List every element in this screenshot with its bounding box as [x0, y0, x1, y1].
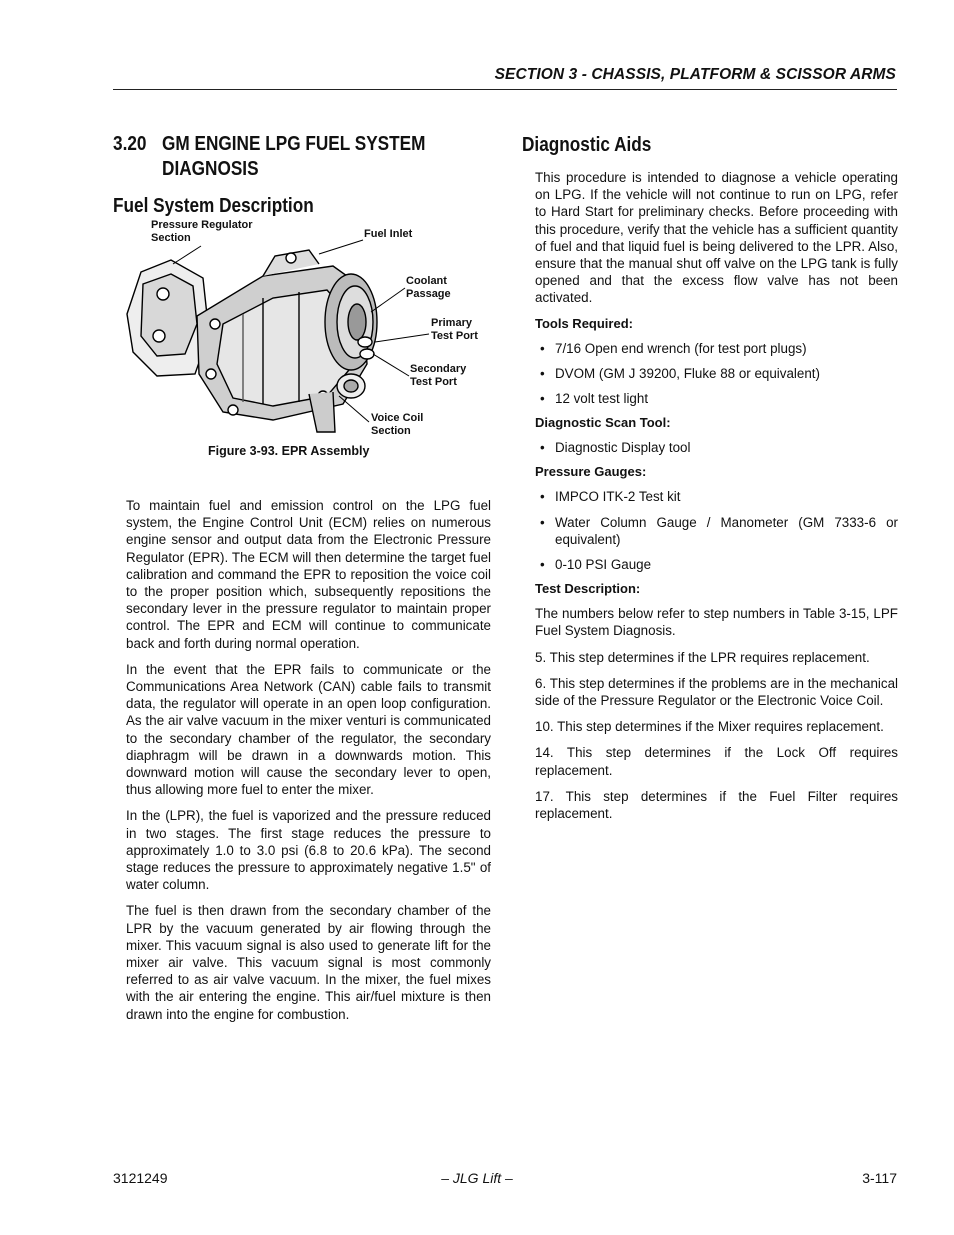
- gauges-list: [535, 488, 898, 573]
- epr-assembly-figure: [113, 219, 491, 469]
- callout-fuel-inlet: Fuel Inlet: [364, 228, 413, 240]
- callout-primary-test-port: Primary Test Port: [431, 317, 478, 342]
- paragraph: 5. This step determines if the LPR requires replacement.: [535, 649, 870, 665]
- scan-tool-list: [535, 439, 898, 456]
- running-header: SECTION 3 - CHASSIS, PLATFORM & SCISSOR ARMS: [494, 66, 896, 83]
- callout-secondary-test-port: Secondary Test Port: [410, 363, 467, 388]
- list-item: • 0-10 PSI Gauge: [540, 557, 652, 573]
- paragraph: 14. This step determines if the Lock Off requires replacement.: [535, 745, 898, 778]
- list-item: • DVOM (GM J 39200, Fluke 88 or equivalent): [540, 365, 820, 381]
- list-item: • 12 volt test light: [540, 391, 649, 407]
- doc-number: 3121249: [113, 1170, 168, 1186]
- right-column: [522, 132, 898, 831]
- paragraph: In the (LPR), the fuel is vaporized and the pressure reduced in two stages. The first stage reduces the pressure to approximately 1.0 to 3.0 psi (6.8 to 20.6 kPa). The second stage reduces the pressure to approximately negative 1.5" of water column.: [126, 808, 491, 893]
- left-column: [113, 132, 491, 1032]
- subsection-title: Fuel System Description: [113, 195, 314, 217]
- callout-voice-coil: Voice Coil Section: [371, 412, 424, 437]
- paragraph: 6. This step determines if the problems are in the mechanical side of the Pressure Regulator or the Electronic Voice Coil.: [535, 675, 898, 709]
- paragraph: The fuel is then drawn from the secondary chamber of the LPR by the vacuum generated by air flowing through the mixer. This vacuum signal is also used to generate lift for the mixer air valve. This vacuum signal is most commonly referred to as air valve vacuum. In the mixer, the fuel mixes with the air entering the engine. This air/fuel mixture is then drawn into the engine for combustion.: [126, 903, 491, 1022]
- scan-tool-heading: Diagnostic Scan Tool:: [535, 415, 671, 431]
- section-title-line2: DIAGNOSIS: [162, 158, 259, 180]
- paragraph: The numbers below refer to step numbers in Table 3-15, LPF Fuel System Diagnosis.: [535, 606, 898, 639]
- callout-coolant-passage: Coolant Passage: [406, 275, 451, 300]
- footer-center: – JLG Lift –: [441, 1170, 513, 1186]
- list-item: • 7/16 Open end wrench (for test port plugs): [540, 340, 807, 356]
- paragraph: In the event that the EPR fails to communicate or the Communications Area Network (CAN) cable fails to transmit data, the regulator will operate in an open loop configuration. As the air valve vacuum in the mixer venturi is communicated to the secondary chamber of the regulator, the secondary diaphragm will be drawn in a downwards motion. This downward motion will cause the secondary lever to open, thus allowing more fuel to enter the mixer.: [126, 661, 491, 798]
- tools-list: [535, 340, 898, 408]
- test-description-heading: Test Description:: [535, 581, 641, 597]
- list-item: • Water Column Gauge / Manometer (GM 7333-6 or equivalent): [540, 514, 898, 547]
- intro-paragraph: This procedure is intended to diagnose a vehicle operating on LPG. If the vehicle will not continue to run on LPG, refer to Hard Start for preliminary checks. Before proceeding with this procedure, verify that the vehicle has a sufficient quantity of fuel and that liquid fuel is being delivered to the LPR. Also, ensure that the manual shut off valve on the LPG tank is fully opened and that the excess flow valve has not been activated.: [535, 170, 898, 306]
- list-item: • Diagnostic Display tool: [540, 440, 691, 456]
- paragraph: 10. This step determines if the Mixer requires replacement.: [535, 719, 884, 735]
- figure-caption: Figure 3-93. EPR Assembly: [208, 444, 370, 458]
- section-title-line1: GM ENGINE LPG FUEL SYSTEM: [162, 133, 426, 155]
- epr-assembly-illustration: [113, 224, 491, 469]
- header-rule: [113, 89, 897, 90]
- section-title: [113, 132, 438, 182]
- paragraph: 17. This step determines if the Fuel Filter requires replacement.: [535, 788, 898, 822]
- callout-pressure-regulator: Pressure Regulator Section: [151, 219, 253, 244]
- page-number: 3-117: [862, 1170, 897, 1186]
- paragraph: To maintain fuel and emission control on the LPG fuel system, the Engine Control Unit (ECM) relies on numerous engine sensor and output data from the Electronic Pressure Regulator (EPR). The ECM will then determine the target fuel calibration and command the EPR to reposition the voice coil to the proper position which, subsequently repositions the secondary lever in the pressure regulator to maintain proper control. The EPR and ECM will continue to communicate back and forth during normal operation.: [126, 498, 491, 651]
- list-item: • IMPCO ITK-2 Test kit: [540, 489, 681, 505]
- gauges-heading: Pressure Gauges:: [535, 464, 647, 480]
- tools-heading: Tools Required:: [535, 315, 633, 331]
- section-number: 3.20: [113, 133, 147, 155]
- diagnostic-aids-title: Diagnostic Aids: [522, 134, 652, 156]
